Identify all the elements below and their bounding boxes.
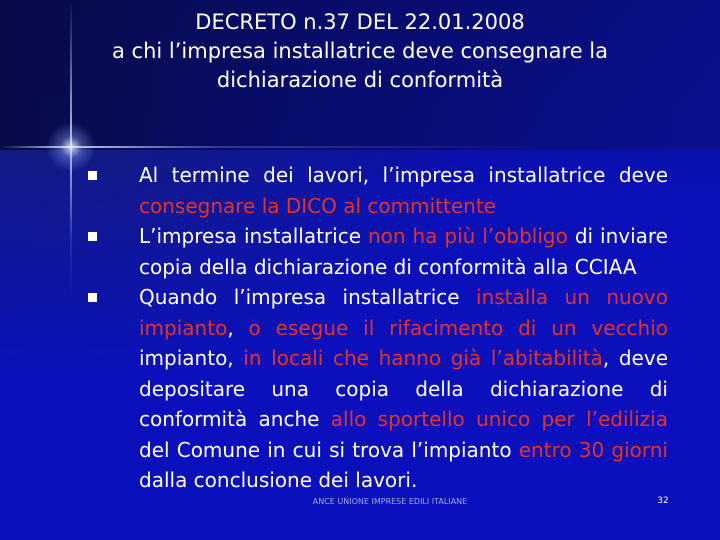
bullet-highlight-text: non ha più l’obbligo [367, 224, 568, 248]
bullet-item [88, 160, 668, 221]
bullet-item [88, 282, 668, 496]
bullet-text: di inviare copia della dichiarazione di conformità alla CCIAA [139, 224, 668, 279]
footer-text: ANCE UNIONE IMPRESE EDILI ITALIANE [312, 497, 468, 506]
bullet-text: del Comune in cui si trova l’impianto [139, 437, 519, 462]
bullet-text: , [227, 315, 249, 340]
slide-title [40, 8, 680, 95]
bullet-highlight-text: in locali che hanno già l’abitabilità [243, 346, 603, 370]
bullet-square-icon [88, 293, 97, 302]
page-number: 32 [657, 496, 669, 506]
bullet-highlight-text: installa un nuovo impianto [139, 285, 668, 340]
bullet-text: impianto, [139, 346, 244, 370]
bullet-text: Al termine dei lavori, l’impresa installatrice deve [139, 163, 668, 187]
bullet-text: L’impresa installatrice [139, 224, 368, 248]
bullet-highlight-text: entro 30 giorni [518, 437, 668, 462]
bullet-highlight-text: allo sportello unico per l’edilizia [330, 407, 668, 431]
bullet-text: dalla conclusione dei lavori. [139, 468, 418, 492]
bullet-list [88, 160, 668, 496]
title-line-3: dichiarazione di conformità [216, 68, 504, 92]
bullet-item [88, 221, 668, 282]
bullet-square-icon [88, 171, 97, 180]
bullet-highlight-text: consegnare la DICO al committente [139, 193, 496, 218]
bullet-text: , deve depositare una copia della dichiarazione di conformità anche [139, 346, 668, 431]
title-line-1: DECRETO n.37 DEL 22.01.2008 [195, 10, 525, 34]
light-flare-horizontal [0, 146, 720, 148]
bullet-text: Quando l’impresa installatrice [139, 285, 477, 309]
bullet-highlight-text: o esegue il rifacimento di un vecchio [248, 315, 668, 340]
title-line-2: a chi l’impresa installatrice deve consegnare la [111, 39, 608, 63]
bullet-square-icon [88, 232, 97, 241]
